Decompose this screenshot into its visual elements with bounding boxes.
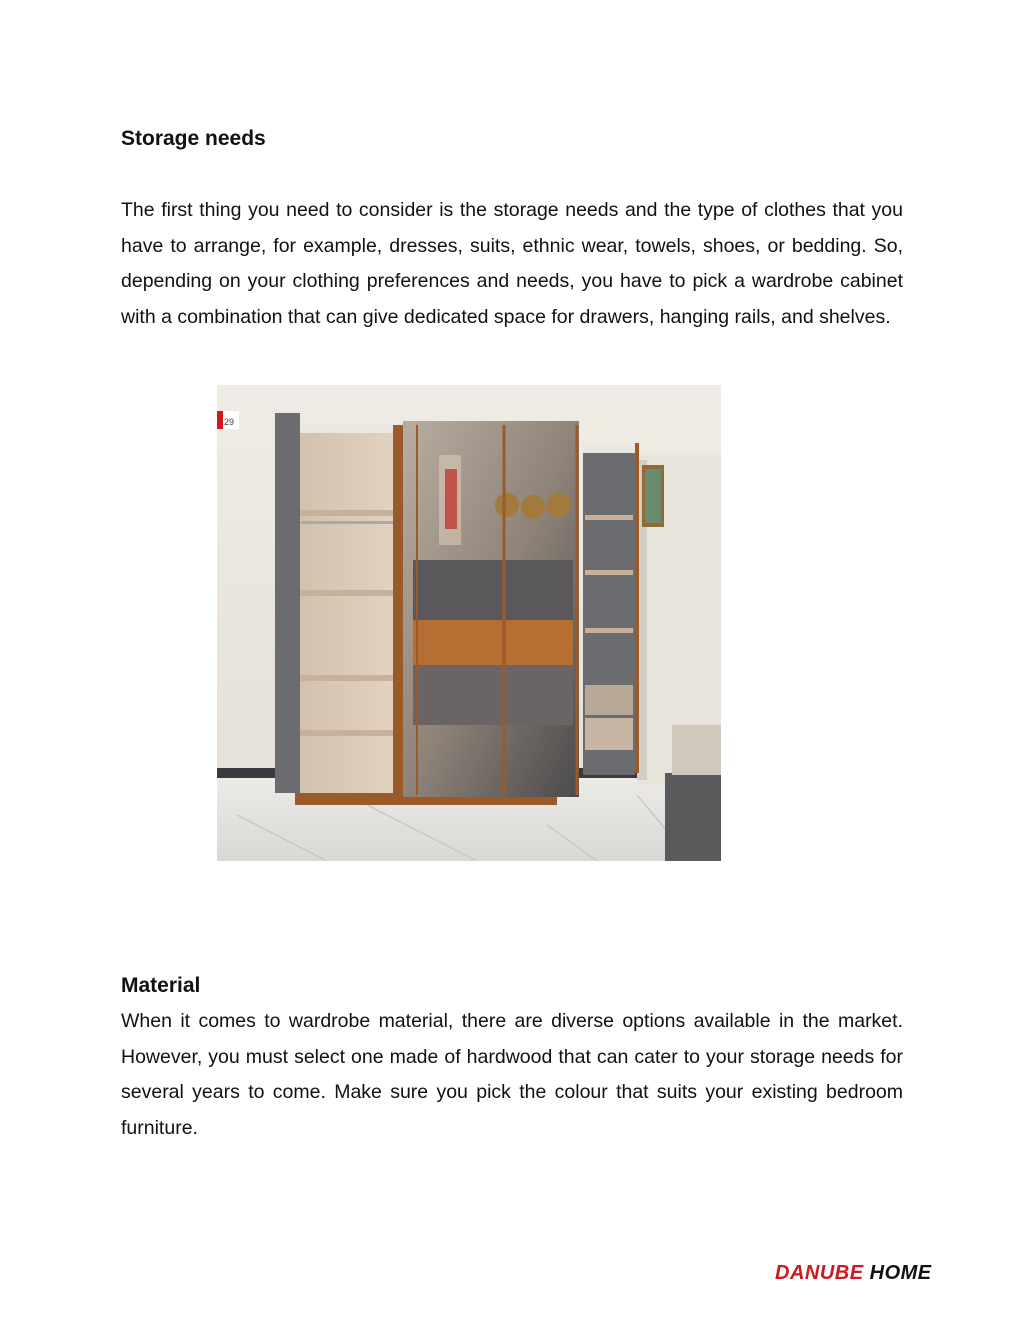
price-tag-number: 29 (224, 417, 235, 427)
wardrobe-photo (217, 385, 721, 861)
storage-needs-paragraph: The first thing you need to consider is the storage needs and the type of clothes that you have to arrange, for example, dresses, suits, ethnic wear, towels, shoes, or bedding. So, depending on your clothing preferences and needs, you have to pick a wardrobe cabinet with a combination that can give dedicated space for drawers, hanging rails, and shelves. (121, 199, 903, 328)
section-heading-material: Material (121, 974, 201, 997)
danube-home-logo (775, 1262, 932, 1284)
logo-brand-text: DANUBE (775, 1262, 864, 1284)
logo-sub-text: HOME (869, 1262, 932, 1284)
material-paragraph: When it comes to wardrobe material, there are diverse options available in the market. However, you must select one made of hardwood that can cater to your storage needs for several years to come. Make sure you pick the colour that suits your existing bedroom furniture. (121, 1010, 903, 1139)
section-heading-storage-needs: Storage needs (121, 127, 266, 150)
